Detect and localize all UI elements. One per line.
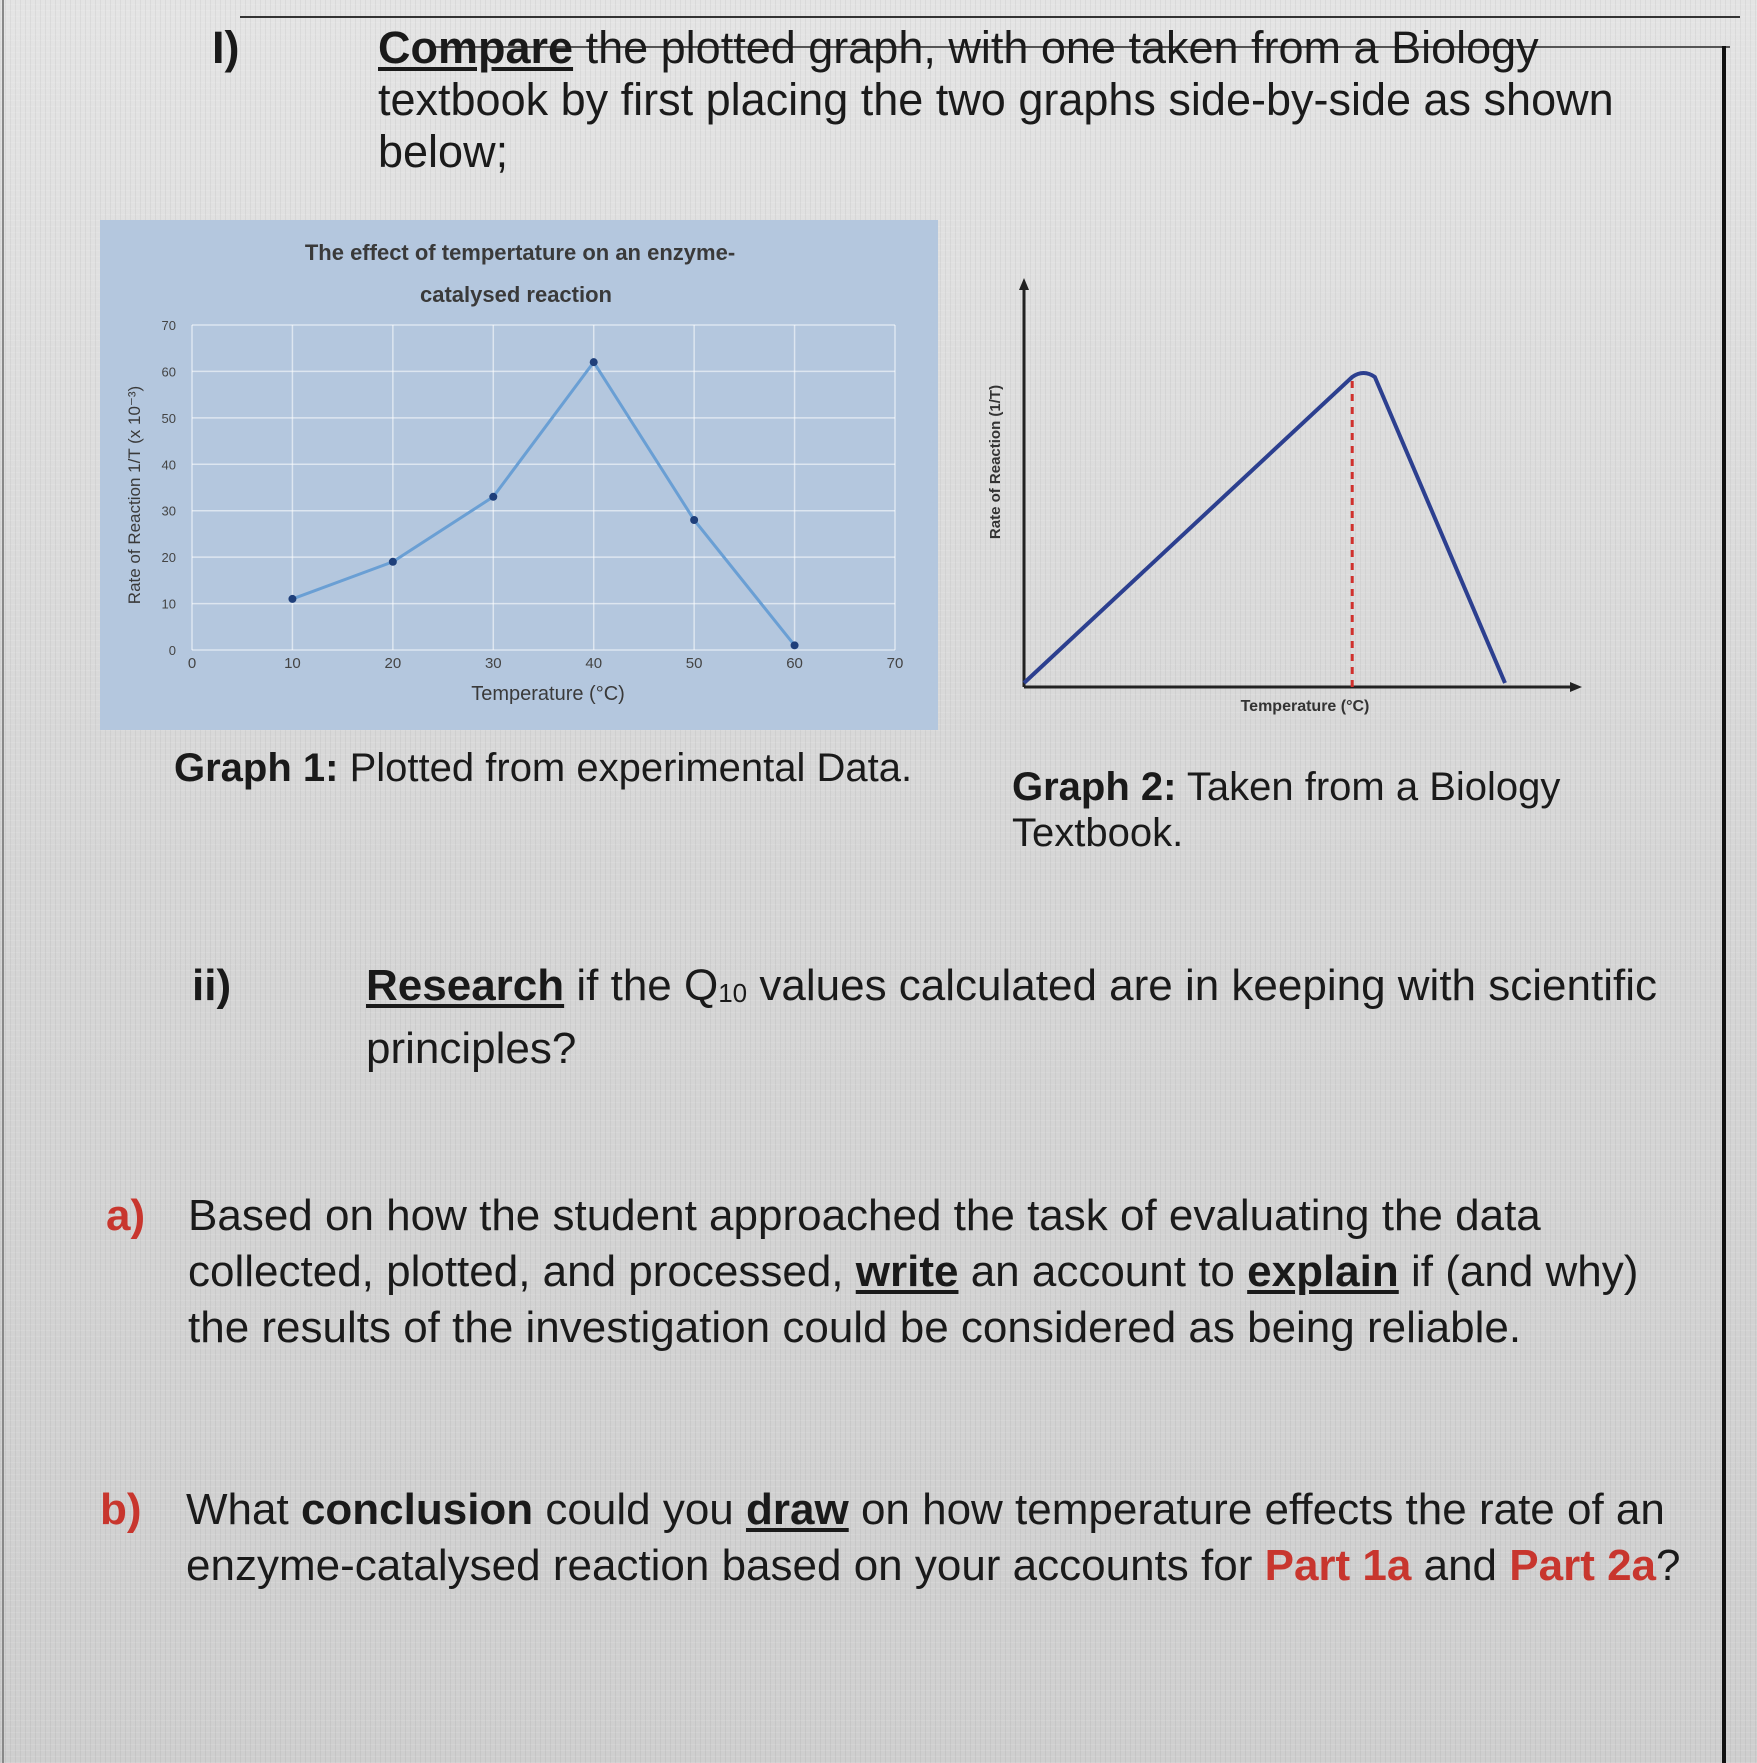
question-b-text xyxy=(186,1482,1686,1594)
question-b-part2a: Part 2a xyxy=(1509,1541,1657,1590)
graph1-x-tick-label: 50 xyxy=(685,655,703,672)
question-b-body-2: could you xyxy=(545,1485,734,1534)
question-b-marker: b) xyxy=(100,1485,142,1534)
question-b-body-3: on how temperature effects the rate of an enzyme-catalysed reaction based on your accounts for xyxy=(186,1485,1665,1590)
question-i-body: the plotted graph, with one taken from a Biology textbook by first placing the two graphs side-by-side as shown below; xyxy=(378,22,1614,177)
question-ii-body-end: values calculated are in keeping with scientific principles? xyxy=(366,961,1657,1073)
question-b-verb-draw: draw xyxy=(746,1485,849,1534)
question-ii-body-start: if the Q xyxy=(576,961,719,1010)
graph2-series xyxy=(1024,373,1505,687)
graph2-caption-label: Graph 2: xyxy=(1012,765,1177,809)
question-i-verb: Compare xyxy=(378,22,574,73)
graph2-y-axis-label: Rate of Reaction (1/T) xyxy=(987,384,1004,540)
question-a-body-1: Based on how the student approached the task of evaluating the data collected, plotted, and processed, xyxy=(188,1191,1541,1296)
graph1-title-line1: The effect of tempertature on an enzyme- xyxy=(304,240,736,265)
graph2-caption-text: Taken from a Biology Textbook. xyxy=(1012,765,1561,855)
graph2-curve xyxy=(1024,373,1505,683)
graph1-x-tick-label: 30 xyxy=(484,655,502,672)
graph1-y-tick-label: 0 xyxy=(168,643,176,658)
graph1-y-tick-label: 50 xyxy=(161,410,176,426)
graph2-axes xyxy=(1019,278,1582,692)
graph2-x-axis-label: Temperature (°C) xyxy=(1240,698,1370,715)
question-a-body-3: if (and why) the results of the investigation could be considered as being reliable. xyxy=(188,1247,1639,1352)
question-a-body-2: an account to xyxy=(970,1247,1235,1296)
graph2-caption xyxy=(1012,764,1672,856)
graph1-x-tick-label: 40 xyxy=(585,655,603,672)
question-a-text xyxy=(188,1188,1708,1356)
graph1-y-tick-label: 60 xyxy=(161,364,176,380)
graph1-y-axis-label: Rate of Reaction 1/T (x 10⁻³) xyxy=(125,385,144,605)
graph2-y-axis-arrow xyxy=(1019,278,1029,290)
graph1-y-tick-label: 30 xyxy=(161,503,176,519)
graph1-x-axis-label: Temperature (°C) xyxy=(471,683,625,705)
graph1-x-tick-label: 0 xyxy=(187,655,197,672)
question-b-conclusion: conclusion xyxy=(300,1485,534,1534)
question-b-body-1: What xyxy=(186,1485,289,1534)
graph1-x-tick-label: 70 xyxy=(886,655,904,672)
question-ii-q-subscript: 10 xyxy=(718,978,748,1008)
graph1-caption xyxy=(174,745,954,791)
question-b-and: and xyxy=(1423,1541,1498,1590)
graph1-caption-label: Graph 1: xyxy=(174,746,339,790)
question-a-marker: a) xyxy=(106,1191,146,1240)
graph1-title-line2: catalysed reaction xyxy=(420,282,612,307)
question-b-part1a: Part 1a xyxy=(1264,1541,1412,1590)
question-a-verb-explain: explain xyxy=(1247,1247,1399,1296)
question-ii-text xyxy=(366,958,1686,1077)
question-ii-marker: ii) xyxy=(192,961,232,1010)
question-ii-verb: Research xyxy=(366,961,565,1010)
graph1-x-tick-label: 60 xyxy=(786,655,803,672)
graph1-caption-text: Plotted from experimental Data. xyxy=(349,746,913,790)
graph1-x-tick-label: 20 xyxy=(384,655,402,672)
question-a-verb-write: write xyxy=(855,1247,959,1296)
graph1-y-tick-label: 10 xyxy=(161,596,176,612)
graph1-y-tick-label: 20 xyxy=(161,550,176,566)
question-b-end: ? xyxy=(1656,1541,1681,1590)
graph1-x-tick-label: 10 xyxy=(284,655,301,672)
graph2-x-axis-arrow xyxy=(1570,682,1582,692)
question-i-marker: I) xyxy=(212,22,240,73)
graph1-y-tick-label: 40 xyxy=(161,457,176,473)
graph1-y-tick-label: 70 xyxy=(161,318,176,333)
